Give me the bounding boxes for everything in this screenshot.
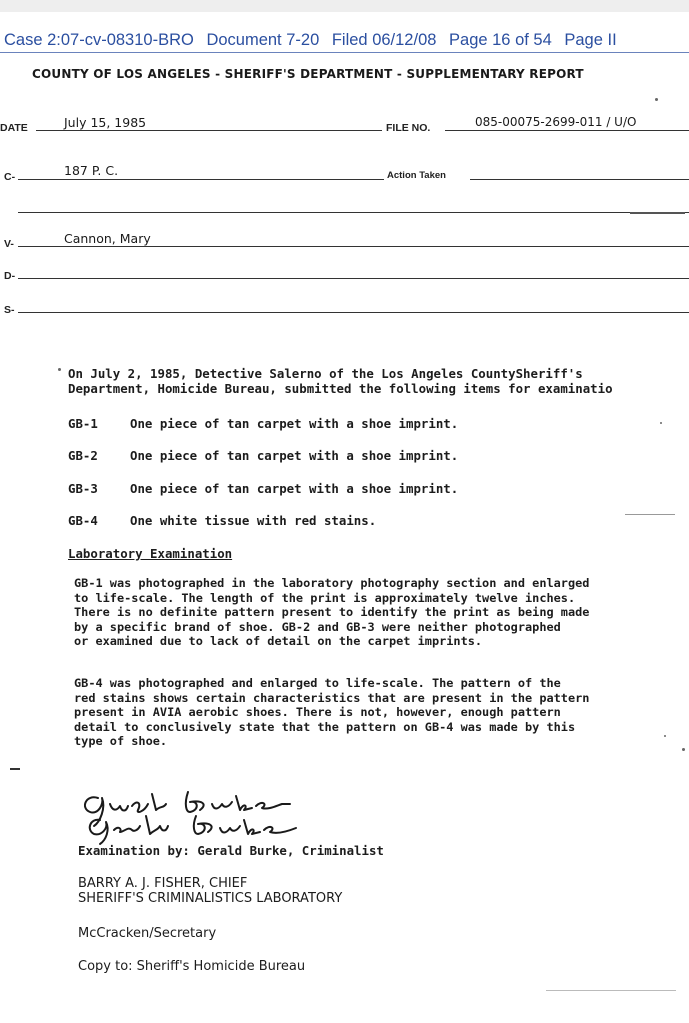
scan-mark	[625, 514, 675, 515]
examination-paragraph-1	[74, 576, 689, 649]
ecf-document-number: Document 7-20	[206, 31, 320, 49]
evidence-item	[68, 481, 689, 496]
examined-by-label: Examination by:	[78, 843, 190, 858]
blank-rule-1	[18, 212, 689, 213]
ecf-page-id: Page II	[564, 31, 617, 49]
evidence-code: GB-2	[68, 448, 98, 463]
date-rule	[36, 130, 382, 131]
charge-value: 187 P. C.	[64, 163, 119, 178]
evidence-code: GB-3	[68, 481, 98, 496]
evidence-item	[68, 513, 689, 528]
evidence-code: GB-1	[68, 416, 98, 431]
victim-label: V-	[4, 238, 14, 250]
file-number-label: FILE NO.	[386, 122, 431, 134]
evidence-code: GB-4	[68, 513, 98, 528]
charge-label: C-	[4, 171, 16, 183]
chief-name: BARRY A. J. FISHER, CHIEF	[78, 876, 248, 891]
examination-signature-line	[78, 843, 384, 858]
file-number-rule	[445, 130, 689, 131]
scan-speck	[660, 422, 662, 424]
scan-mark	[10, 768, 20, 770]
paragraph-line: type of shoe.	[74, 734, 168, 748]
date-label: DATE	[0, 122, 28, 134]
intro-line: On July 2, 1985, Detective Salerno of the Los Angeles CountySheriff's	[68, 366, 583, 381]
evidence-description: One white tissue with red stains.	[130, 513, 377, 528]
charge-rule	[18, 179, 384, 180]
top-strip	[0, 0, 689, 12]
examination-paragraph-2	[74, 676, 689, 749]
paragraph-line: by a specific brand of shoe. GB-2 and GB-3 were neither photographed	[74, 619, 561, 634]
paragraph-line: GB-1 was photographed in the laboratory photography section and enlarged	[74, 576, 590, 590]
scan-speck	[58, 368, 61, 371]
paragraph-line: red stains shows certain characteristics that are present in the pattern	[74, 690, 590, 705]
date-value: July 15, 1985	[64, 115, 147, 130]
s-rule	[18, 312, 689, 313]
paragraph-line: present in AVIA aerobic shoes. There is not, however, enough pattern	[74, 705, 561, 719]
scan-speck	[682, 748, 685, 751]
intro-paragraph	[68, 366, 689, 396]
scan-mark	[630, 212, 685, 214]
evidence-description: One piece of tan carpet with a shoe imprint.	[130, 481, 459, 496]
action-taken-label: Action Taken	[387, 170, 446, 181]
copy-to-line: Copy to: Sheriff's Homicide Bureau	[78, 959, 306, 974]
d-rule	[18, 278, 689, 279]
evidence-description: One piece of tan carpet with a shoe imprint.	[130, 448, 459, 463]
ecf-filing-header	[4, 31, 689, 50]
paragraph-line: or examined due to lack of detail on the carpet imprints.	[74, 634, 483, 648]
ecf-filed-date: Filed 06/12/08	[331, 31, 437, 49]
evidence-item	[68, 448, 689, 463]
scan-speck	[655, 98, 658, 101]
intro-line: Department, Homicide Bureau, submitted the following items for examinatio	[68, 381, 613, 396]
laboratory-name: SHERIFF'S CRIMINALISTICS LABORATORY	[78, 891, 343, 906]
action-taken-rule	[470, 179, 689, 180]
paragraph-line: detail to conclusively state that the pattern on GB-4 was made by this	[74, 719, 576, 734]
ecf-header-underline	[0, 52, 689, 53]
evidence-description: One piece of tan carpet with a shoe imprint.	[130, 416, 459, 431]
agency-header: COUNTY OF LOS ANGELES - SHERIFF'S DEPARTMENT - SUPPLEMENTARY REPORT	[32, 67, 584, 81]
evidence-item	[68, 416, 689, 431]
s-label: S-	[4, 304, 15, 316]
examiner-name: Gerald Burke, Criminalist	[197, 843, 384, 858]
d-label: D-	[4, 270, 16, 282]
ecf-page-count: Page 16 of 54	[449, 31, 552, 49]
file-number-value: 085-00075-2699-011 / U/O	[475, 115, 637, 129]
section-heading: Laboratory Examination	[68, 546, 233, 561]
ecf-case-number: Case 2:07-cv-08310-BRO	[4, 31, 194, 49]
handwritten-signature	[76, 786, 306, 848]
scan-speck	[664, 735, 666, 737]
victim-rule	[18, 246, 689, 247]
scan-mark	[546, 990, 676, 991]
victim-value: Cannon, Mary	[64, 231, 151, 246]
paragraph-line: There is no definite pattern present to identify the print as being made	[74, 605, 590, 619]
paragraph-line: GB-4 was photographed and enlarged to life-scale. The pattern of the	[74, 676, 561, 690]
secretary-line: McCracken/Secretary	[78, 926, 217, 941]
paragraph-line: to life-scale. The length of the print is approximately twelve inches.	[74, 590, 576, 605]
